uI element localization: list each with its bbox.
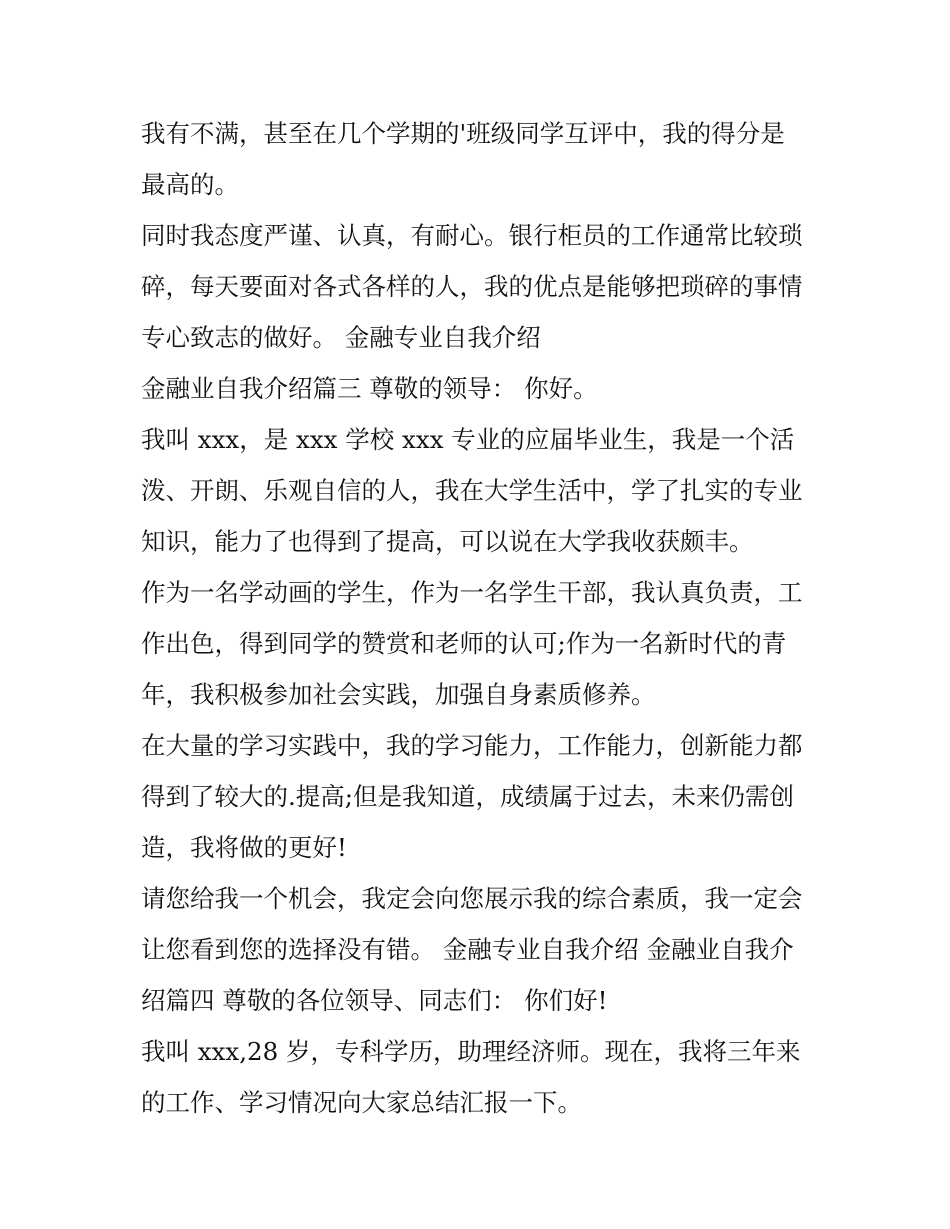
text-line: 专心致志的做好。 金融专业自我介绍	[141, 323, 541, 352]
text-line: 最高的。	[141, 170, 239, 199]
text-line: 得到了较大的.提高;但是我知道，成绩属于过去，未来仍需创	[141, 782, 795, 811]
text-line: 知识，能力了也得到了提高，可以说在大学我收获颇丰。	[141, 527, 754, 556]
text-line: 我叫 xxx,28 岁，专科学历，助理经济师。现在，我将三年来	[141, 1037, 801, 1066]
text-line: 请您给我一个机会，我定会向您展示我的综合素质，我一定会	[141, 884, 803, 913]
document-body	[141, 108, 821, 1128]
text-line: 泼、开朗、乐观自信的人，我在大学生活中，学了扎实的专业	[141, 476, 803, 505]
text-line: 让您看到您的选择没有错。 金融专业自我介绍 金融业自我介	[141, 935, 794, 964]
text-line: 作为一名学动画的学生，作为一名学生干部，我认真负责，工	[141, 578, 803, 607]
text-line: 碎，每天要面对各式各样的人，我的优点是能够把琐碎的事情	[141, 272, 803, 301]
text-line: 金融业自我介绍篇三 尊敬的领导： 你好。	[141, 374, 598, 403]
text-line: 造，我将做的更好!	[141, 833, 347, 862]
text-line: 作出色，得到同学的赞赏和老师的认可;作为一名新时代的青	[141, 629, 787, 658]
text-line: 年，我积极参加社会实践，加强自身素质修养。	[141, 680, 656, 709]
text-line: 的工作、学习情况向大家总结汇报一下。	[141, 1088, 582, 1117]
text-line: 我叫 xxx，是 xxx 学校 xxx 专业的应届毕业生，我是一个活	[141, 425, 795, 454]
text-line: 绍篇四 尊敬的各位领导、同志们： 你们好!	[141, 986, 608, 1015]
text-line: 在大量的学习实践中，我的学习能力，工作能力，创新能力都	[141, 731, 803, 760]
text-line: 我有不满，甚至在几个学期的'班级同学互评中，我的得分是	[141, 119, 785, 148]
text-line: 同时我态度严谨、认真，有耐心。银行柜员的工作通常比较琐	[141, 221, 803, 250]
